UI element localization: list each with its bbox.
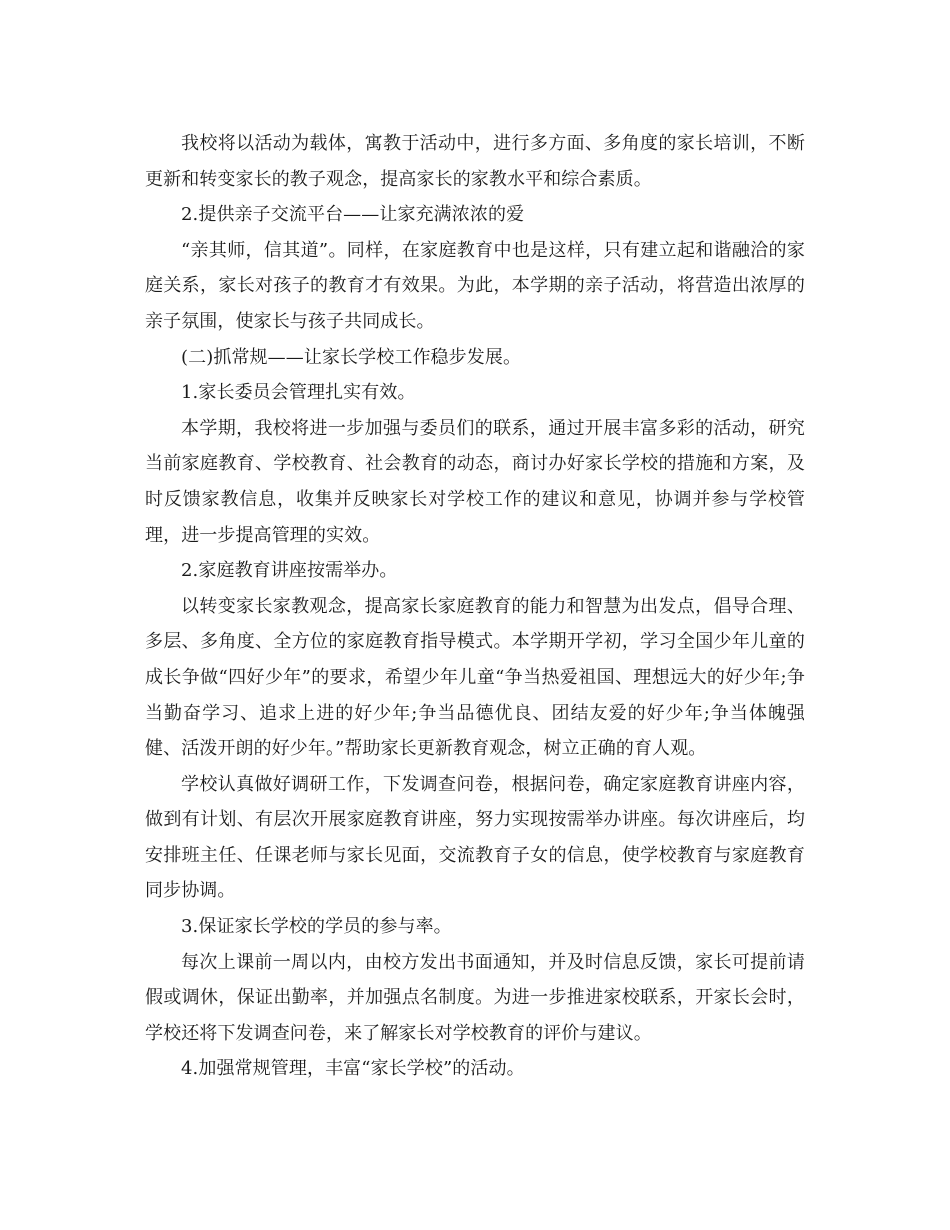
paragraph-6: 每次上课前一周以内，由校方发出书面通知，并及时信息反馈，家长可提前请假或调休，保证出勤率，并加强点名制度。为进一步推进家校联系，开家长会时，学校还将下发调查问卷，来了解家长对学校教育的评价与建议。 xyxy=(145,951,805,1044)
paragraph-5: 学校认真做好调研工作，下发调查问卷，根据问卷，确定家庭教育讲座内容，做到有计划、有层次开展家庭教育讲座，努力实现按需举办讲座。每次讲座后，均安排班主任、任课老师与家长见面，交流教育子女的信息，使学校教育与家庭教育同步协调。 xyxy=(145,773,805,902)
paragraph-4: 以转变家长家教观念，提高家长家庭教育的能力和智慧为出发点，倡导合理、多层、多角度、全方位的家庭教育指导模式。本学期开学初，学习全国少年儿童的成长争做“四好少年”的要求，希望少年儿童“争当热爱祖国、理想远大的好少年;争当勤奋学习、追求上进的好少年;争当品德优良、团结友爱的好少年;争当体魄强健、活泼开朗的好少年。”帮助家长更新教育观念，树立正确的育人观。 xyxy=(145,595,805,760)
paragraph-2: “亲其师，信其道”。同样，在家庭教育中也是这样，只有建立起和谐融洽的家庭关系，家长对孩子的教育才有效果。为此，本学期的亲子活动，将营造出浓厚的亲子氛围，使家长与孩子共同成长。 xyxy=(145,239,805,332)
heading-routine: (二)抓常规——让家长学校工作稳步发展。 xyxy=(181,346,522,368)
heading-parent-child-platform: 2.提供亲子交流平台——让家充满浓浓的爱 xyxy=(181,204,525,226)
heading-routine-management: 4.加强常规管理，丰富“家长学校”的活动。 xyxy=(181,1058,525,1080)
heading-lectures: 2.家庭教育讲座按需举办。 xyxy=(181,560,398,582)
paragraph-3: 本学期，我校将进一步加强与委员们的联系，通过开展丰富多彩的活动，研究当前家庭教育、学校教育、社会教育的动态，商讨办好家长学校的措施和方案，及时反馈家教信息，收集并反映家长对学校工作的建议和意见，协调并参与学校管理，进一步提高管理的实效。 xyxy=(145,417,805,546)
document-page xyxy=(145,126,805,1087)
heading-participation: 3.保证家长学校的学员的参与率。 xyxy=(181,916,452,938)
heading-parent-committee: 1.家长委员会管理扎实有效。 xyxy=(181,382,416,404)
paragraph-1: 我校将以活动为载体，寓教于活动中，进行多方面、多角度的家长培训，不断更新和转变家长的教子观念，提高家长的家教水平和综合素质。 xyxy=(145,133,805,190)
